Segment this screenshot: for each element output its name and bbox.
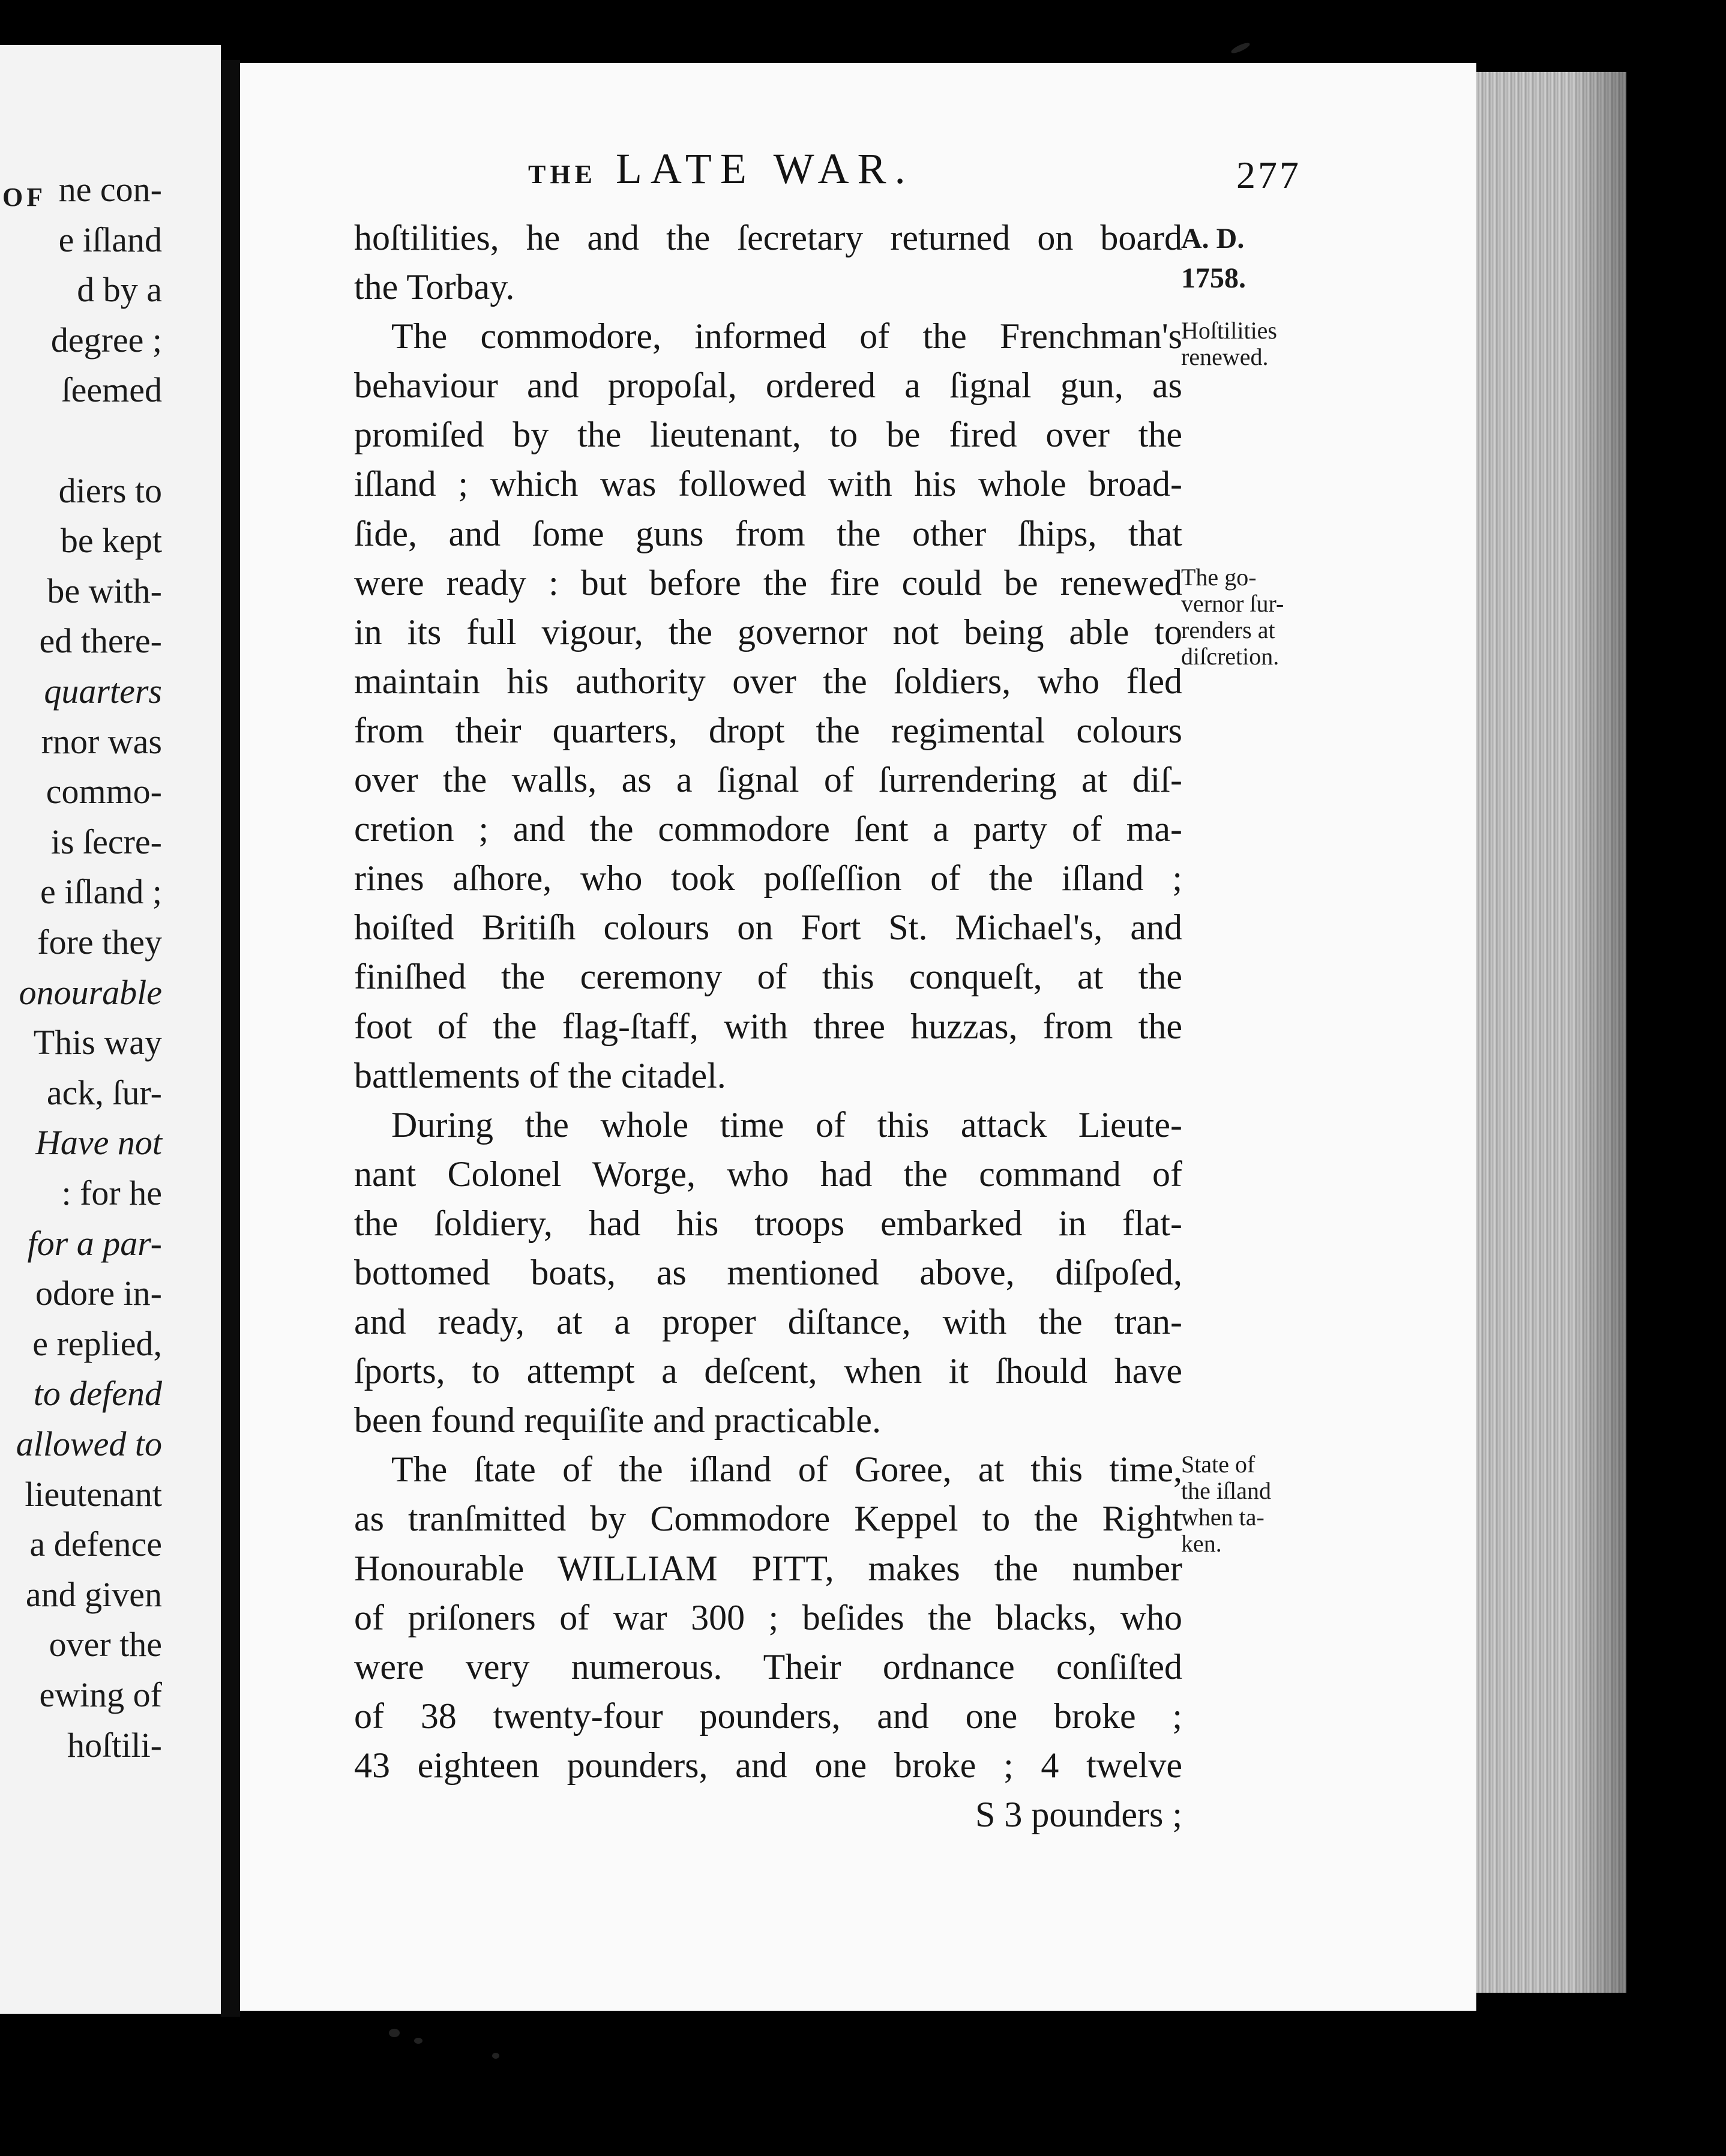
left-page-line: e iſland ; bbox=[40, 872, 162, 912]
margin-note bbox=[1181, 1451, 1271, 1557]
body-line: and ready, at a proper diſtance, with the tran- bbox=[354, 1302, 1182, 1342]
left-page-line: be kept bbox=[60, 521, 162, 561]
body-line: the Torbay. bbox=[354, 267, 515, 307]
left-page-line: quarters bbox=[44, 672, 162, 711]
margin-note bbox=[1181, 564, 1284, 670]
margin-note-line: The go- bbox=[1181, 563, 1257, 591]
body-line: battlements of the citadel. bbox=[354, 1055, 726, 1095]
left-page-line: ne con- bbox=[58, 170, 162, 209]
body-line: 43 eighteen pounders, and one broke ; 4 twelve bbox=[354, 1745, 1182, 1785]
left-page-line: d by a bbox=[77, 270, 162, 310]
body-line: maintain his authority over the ſoldiers, who fled bbox=[354, 661, 1182, 701]
left-page-line: over the bbox=[49, 1625, 162, 1664]
body-line: finiſhed the ceremony of this conqueſt, at the bbox=[354, 957, 1182, 997]
left-page-line: ack, ſur- bbox=[46, 1073, 162, 1112]
signature-catchword-line: S 3 pounders ; bbox=[975, 1795, 1182, 1834]
body-line: Honourable WILLIAM PITT, makes the number bbox=[354, 1548, 1182, 1588]
body-line: of 38 twenty-four pounders, and one broke ; bbox=[354, 1696, 1182, 1736]
left-page-line: is ſecre- bbox=[50, 822, 162, 861]
left-page-running-head: OF bbox=[2, 182, 47, 212]
left-page-line: e iſland bbox=[58, 220, 162, 259]
left-page-line: fore they bbox=[37, 923, 162, 962]
body-line: over the walls, as a ſignal of ſurrendering at diſ- bbox=[354, 760, 1182, 800]
left-page-line: : for he bbox=[61, 1173, 162, 1212]
left-page-line: hoſtili- bbox=[67, 1725, 162, 1765]
ink-speck bbox=[492, 2053, 499, 2059]
left-page-line: commo- bbox=[46, 772, 162, 812]
year-note bbox=[1181, 219, 1246, 298]
ink-speck bbox=[414, 2038, 422, 2044]
body-text bbox=[354, 213, 1182, 1839]
book-gutter bbox=[221, 60, 240, 2017]
running-head bbox=[528, 144, 914, 194]
body-line: During the whole time of this attack Lieute- bbox=[391, 1104, 1182, 1145]
running-head-title: LATE WAR. bbox=[615, 145, 914, 193]
left-page-line: ed there- bbox=[39, 621, 162, 661]
left-page-line: to defend bbox=[33, 1374, 162, 1414]
left-page-line: a defence bbox=[29, 1525, 162, 1564]
previous-page-fragment bbox=[0, 45, 221, 2014]
body-line: were ready : but before the fire could be renewed bbox=[354, 562, 1182, 603]
body-line: as tranſmitted by Commodore Keppel to the Right bbox=[354, 1499, 1182, 1539]
body-line: cretion ; and the commodore ſent a party of ma- bbox=[354, 809, 1182, 849]
left-page-line: odore in- bbox=[35, 1274, 162, 1313]
margin-note-line: vernor ſur- bbox=[1181, 589, 1284, 617]
margin-note-line: renders at bbox=[1181, 616, 1275, 643]
body-line: in its full vigour, the governor not being able to bbox=[354, 612, 1182, 652]
body-line: foot of the flag-ſtaff, with three huzzas, from the bbox=[354, 1006, 1182, 1046]
left-page-line: Have not bbox=[35, 1123, 162, 1163]
left-page-line: diers to bbox=[58, 471, 162, 510]
margin-note-line: State of bbox=[1181, 1450, 1255, 1478]
body-line: been found requiſite and practicable. bbox=[354, 1400, 881, 1441]
body-line: nant Colonel Worge, who had the command of bbox=[354, 1154, 1182, 1194]
left-page-line: for a par- bbox=[27, 1223, 162, 1263]
body-line: ſports, to attempt a deſcent, when it ſhould have bbox=[354, 1351, 1182, 1391]
left-page-line: allowed to bbox=[16, 1424, 162, 1463]
body-line: hoiſted Britiſh colours on Fort St. Michael's, and bbox=[354, 908, 1182, 948]
left-page-line: lieutenant bbox=[25, 1474, 162, 1514]
body-line: behaviour and propoſal, ordered a ſignal gun, as bbox=[354, 366, 1182, 406]
left-page-line: ſeemed bbox=[61, 370, 162, 410]
body-line: hoſtilities, he and the ſecretary returned on board bbox=[354, 218, 1182, 257]
body-line: iſland ; which was followed with his whole broad- bbox=[354, 464, 1182, 504]
running-head-article: THE bbox=[528, 160, 597, 189]
body-line: bottomed boats, as mentioned above, diſpoſed, bbox=[354, 1252, 1182, 1292]
body-line: ſide, and ſome guns from the other ſhips, that bbox=[354, 513, 1182, 553]
margin-note-line: ken. bbox=[1181, 1529, 1222, 1557]
left-page-line: rnor was bbox=[41, 721, 162, 761]
left-page-line: This way bbox=[33, 1023, 162, 1062]
left-page-line: e replied, bbox=[32, 1323, 162, 1363]
margin-note-line: 1758. bbox=[1181, 262, 1246, 294]
body-line: promiſed by the lieutenant, to be fired over the bbox=[354, 415, 1182, 455]
ink-speck bbox=[1230, 41, 1251, 55]
left-page-line: onourable bbox=[19, 972, 162, 1012]
body-line: the ſoldiery, had his troops embarked in flat- bbox=[354, 1203, 1182, 1243]
page-number: 277 bbox=[1236, 154, 1301, 196]
left-page-line: and given bbox=[25, 1574, 162, 1614]
left-page-line: ewing of bbox=[39, 1675, 162, 1714]
margin-note-line: the iſland bbox=[1181, 1477, 1271, 1504]
ink-speck bbox=[389, 2029, 400, 2037]
left-page-line: degree ; bbox=[50, 320, 162, 360]
body-line: of priſoners of war 300 ; beſides the blacks, who bbox=[354, 1597, 1182, 1637]
margin-note bbox=[1181, 318, 1277, 370]
body-line: from their quarters, dropt the regimental colours bbox=[354, 710, 1182, 750]
margin-note-line: diſcretion. bbox=[1181, 642, 1279, 670]
body-line: The ſtate of the iſland of Goree, at this time, bbox=[391, 1450, 1182, 1490]
body-line: The commodore, informed of the Frenchman's bbox=[391, 316, 1182, 357]
margin-note-line: A. D. bbox=[1181, 223, 1245, 254]
body-line: were very numerous. Their ordnance conſiſted bbox=[354, 1646, 1182, 1687]
body-line: rines aſhore, who took poſſeſſion of the iſland ; bbox=[354, 858, 1182, 899]
margin-note-line: Hoſtilities bbox=[1181, 317, 1277, 345]
fore-edge-shadow bbox=[1572, 72, 1626, 1993]
margin-note-line: when ta- bbox=[1181, 1503, 1264, 1531]
left-page-line: be with- bbox=[47, 571, 162, 610]
margin-note-line: renewed. bbox=[1181, 343, 1269, 371]
